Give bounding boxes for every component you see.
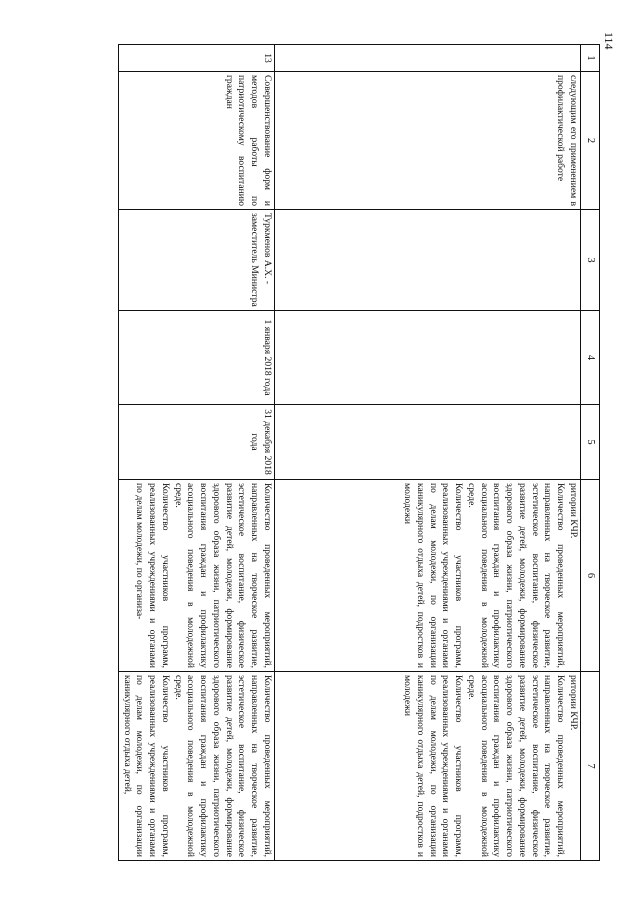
- col-header-2: 2: [581, 72, 600, 210]
- col-header-4: 4: [581, 311, 600, 405]
- indicator-cell-6: [119, 480, 275, 672]
- responsible-cell: [275, 210, 581, 311]
- table-row: [275, 45, 581, 861]
- measures-table: [118, 44, 600, 861]
- table-row: [119, 45, 275, 861]
- indicator-paragraph: Количество проведенных мероприятий, направленных на творческое развитие, эстетическое воспитание, физическое развитие детей, молодежи, формирование здорового образа жизни, патриотического воспитания граждан и профилактику асоциального поведения в молодежной среде.: [172, 483, 273, 668]
- responsible-cell: Туркменов А.Х. - заместитель Министра: [119, 210, 275, 311]
- event-cell: Совершенствование форм и методов работы по патриотическому воспитанию граждан: [119, 72, 275, 210]
- rotated-page-content: [50, 44, 600, 860]
- indicator-paragraph: Количество участников программ, реализованных учреждениями и органами по делам молодежи, по организации каникулярного отдыха детей,: [121, 675, 171, 857]
- indicator-paragraph: Количество участников программ, реализованных учреждениями и органами по делам молодежи, по организации каникулярного отдыха детей, подростков и молодежи: [402, 483, 465, 668]
- indicator-paragraph: Количество участников программ, реализованных учреждениями и органами по делам молодежи, по организа-: [134, 483, 171, 668]
- start-date-cell: [275, 311, 581, 405]
- indicator-paragraph: ритории КЧР.: [568, 675, 579, 731]
- col-header-6: 6: [581, 480, 600, 672]
- col-header-3: 3: [581, 210, 600, 311]
- column-number-row: [581, 45, 600, 861]
- page-number: 114: [602, 32, 616, 50]
- col-header-5: 5: [581, 405, 600, 480]
- row-number: [275, 45, 581, 72]
- indicator-paragraph: Количество проведенных мероприятий, направленных на творческое развитие, эстетическое воспитание, физическое развитие детей, молодежи, формирование здорового образа жизни, патриотического воспитания граждан и профилактику асоциального поведения в молодежной среде.: [466, 675, 567, 857]
- indicator-cell-7: [275, 672, 581, 861]
- end-date-cell: 31 декабря 2018 года: [119, 405, 275, 480]
- indicator-cell-7: [119, 672, 275, 861]
- end-date-cell: [275, 405, 581, 480]
- start-date-cell: 1 января 2018 года: [119, 311, 275, 405]
- row-number: 13: [119, 45, 275, 72]
- event-cell: следующим его применением в профилактической работе: [275, 72, 581, 210]
- indicator-paragraph: Количество проведенных мероприятий, направленных на творческое развитие, эстетическое воспитание, физическое развитие детей, молодежи, формирование здорового образа жизни, патриотического воспитания граждан и профилактику асоциального поведения в молодежной среде.: [172, 675, 273, 857]
- indicator-paragraph: Количество участников программ, реализованных учреждениями и органами по делам молодежи, по организации каникулярного отдыха детей, подростков и молодежи: [402, 675, 465, 857]
- col-header-1: 1: [581, 45, 600, 72]
- indicator-paragraph: ритории КЧР.: [568, 483, 579, 539]
- indicator-paragraph: Количество проведенных мероприятий, направленных на творческое развитие, эстетическое воспитание, физическое развитие детей, молодежи, формирование здорового образа жизни, патриотического воспитания граждан и профилактику асоциального поведения в молодежной среде.: [466, 483, 567, 668]
- indicator-cell-6: [275, 480, 581, 672]
- col-header-7: 7: [581, 672, 600, 861]
